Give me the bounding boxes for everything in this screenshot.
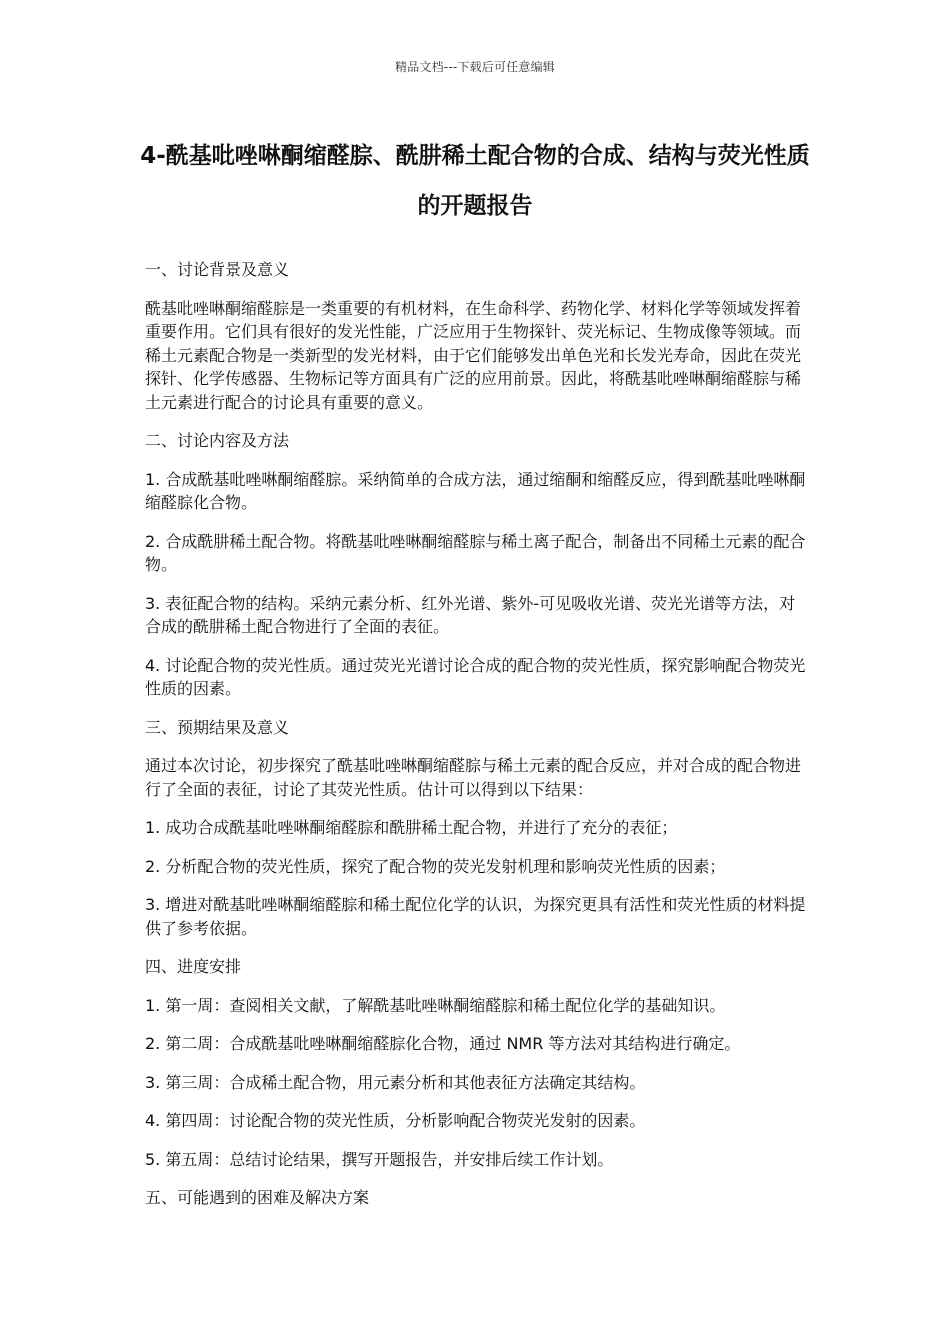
- section-4-paragraph-3: 3. 第三周：合成稀土配合物，用元素分析和其他表征方法确定其结构。: [145, 1072, 646, 1092]
- section-4-paragraph-2: 2. 第二周：合成酰基吡唑啉酮缩醛腙化合物，通过 NMR 等方法对其结构进行确定。: [145, 1034, 741, 1053]
- section-3-paragraph-2: 1. 成功合成酰基吡唑啉酮缩醛腙和酰肼稀土配合物，并进行了充分的表征；: [145, 818, 678, 837]
- section-heading-2: 二、讨论内容及方法: [145, 431, 290, 450]
- section-heading-3: 三、预期结果及意义: [145, 717, 290, 737]
- document-body: [145, 258, 807, 1225]
- section-heading-5: 五、可能遇到的困难及解决方案: [145, 1188, 370, 1207]
- section-3-paragraph-1: 通过本次讨论，初步探究了酰基吡唑啉酮缩醛腙与稀土元素的配合反应，并对合成的配合物进行了全面的表征，讨论了其荧光性质。估计可以得到以下结果：: [145, 756, 802, 799]
- section-4-paragraph-5: 5. 第五周：总结讨论结果，撰写开题报告，并安排后续工作计划。: [145, 1149, 614, 1169]
- document-title: 4-酰基吡唑啉酮缩醛腙、酰肼稀土配合物的合成、结构与荧光性质的开题报告: [140, 143, 810, 219]
- section-4-paragraph-1: 1. 第一周：查阅相关文献，了解酰基吡唑啉酮缩醛腙和稀土配位化学的基础知识。: [145, 995, 726, 1015]
- section-heading-4: 四、进度安排: [145, 957, 242, 976]
- section-4-paragraph-4: 4. 第四周：讨论配合物的荧光性质，分析影响配合物荧光发射的因素。: [145, 1111, 646, 1130]
- section-2-paragraph-4: 4. 讨论配合物的荧光性质。通过荧光光谱讨论合成的配合物的荧光性质，探究影响配合物荧光性质的因素。: [145, 655, 806, 698]
- section-2-paragraph-2: 2. 合成酰肼稀土配合物。将酰基吡唑啉酮缩醛腙与稀土离子配合，制备出不同稀土元素的配合物。: [145, 531, 806, 574]
- section-3-paragraph-3: 2. 分析配合物的荧光性质，探究了配合物的荧光发射机理和影响荧光性质的因素；: [145, 856, 726, 876]
- header-note: 精品文档---下载后可任意编辑: [395, 60, 555, 74]
- section-3-paragraph-4: 3. 增进对酰基吡唑啉酮缩醛腙和稀土配位化学的认识，为探究更具有活性和荧光性质的材料提供了参考依据。: [145, 895, 806, 938]
- section-2-paragraph-1: 1. 合成酰基吡唑啉酮缩醛腙。采纳简单的合成方法，通过缩酮和缩醛反应，得到酰基吡唑啉酮缩醛腙化合物。: [145, 469, 806, 512]
- section-heading-1: 一、讨论背景及意义: [145, 260, 290, 279]
- section-1-paragraph-1: 酰基吡唑啉酮缩醛腙是一类重要的有机材料，在生命科学、药物化学、材料化学等领域发挥着重要作用。它们具有很好的发光性能，广泛应用于生物探针、荧光标记、生物成像等领域。而稀土元素配合物是一类新型的发光材料，由于它们能够发出单色光和长发光寿命，因此在荧光探针、化学传感器、生物标记等方面具有广泛的应用前景。因此，将酰基吡唑啉酮缩醛腙与稀土元素进行配合的讨论具有重要的意义。: [145, 298, 802, 412]
- section-2-paragraph-3: 3. 表征配合物的结构。采纳元素分析、红外光谱、紫外-可见吸收光谱、荧光光谱等方法，对合成的酰肼稀土配合物进行了全面的表征。: [145, 593, 796, 636]
